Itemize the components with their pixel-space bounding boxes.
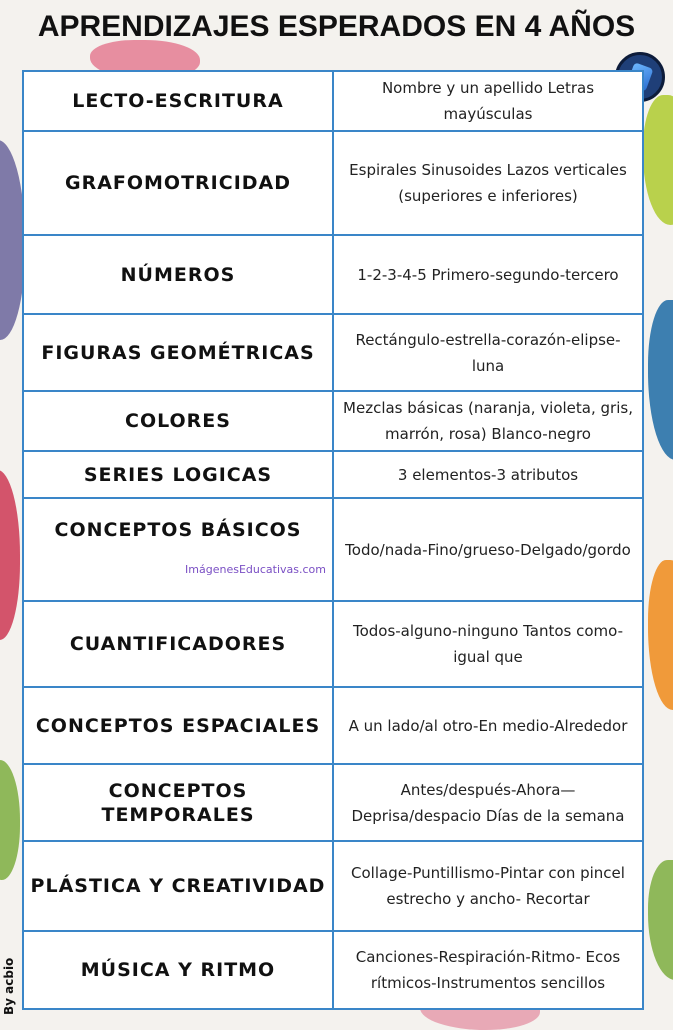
- table-row: [23, 687, 643, 764]
- page-title: APRENDIZAJES ESPERADOS EN 4 AÑOS: [37, 10, 636, 43]
- row-category: CONCEPTOS BÁSICOS: [54, 518, 302, 541]
- row-description: 3 elementos-3 atributos: [333, 451, 643, 498]
- row-category: CONCEPTOS ESPACIALES: [23, 687, 333, 764]
- row-category: FIGURAS GEOMÉTRICAS: [23, 314, 333, 391]
- table-row: [23, 931, 643, 1009]
- table-row: [23, 131, 643, 235]
- dinosaur-decoration: [0, 760, 20, 880]
- author-byline: By acbio: [2, 957, 16, 1015]
- row-description: Rectángulo-estrella-corazón-elipse-luna: [333, 314, 643, 391]
- table-row: [23, 314, 643, 391]
- table-row: [23, 71, 643, 131]
- row-category: COLORES: [23, 391, 333, 451]
- row-description: A un lado/al otro-En medio-Alrededor: [333, 687, 643, 764]
- row-category: MÚSICA Y RITMO: [23, 931, 333, 1009]
- row-description: Collage-Puntillismo-Pintar con pincel estrecho y ancho- Recortar: [333, 841, 643, 931]
- dinosaur-decoration: [643, 95, 673, 225]
- learning-table: [22, 70, 644, 1010]
- row-description: Canciones-Respiración-Ritmo- Ecos rítmicos-Instrumentos sencillos: [333, 931, 643, 1009]
- table-row: [23, 841, 643, 931]
- row-category: LECTO-ESCRITURA: [23, 71, 333, 131]
- row-category-with-watermark: [23, 498, 333, 601]
- table-row: [23, 601, 643, 687]
- row-description: Espirales Sinusoides Lazos verticales (superiores e inferiores): [333, 131, 643, 235]
- table-row: [23, 235, 643, 314]
- row-description: Antes/después-Ahora— Deprisa/despacio Días de la semana: [333, 764, 643, 841]
- row-category: CUANTIFICADORES: [23, 601, 333, 687]
- row-category: GRAFOMOTRICIDAD: [23, 131, 333, 235]
- table-row: [23, 764, 643, 841]
- row-category: CONCEPTOS TEMPORALES: [23, 764, 333, 841]
- dinosaur-decoration: [648, 860, 673, 980]
- dinosaur-decoration: [648, 300, 673, 460]
- row-description: Todos-alguno-ninguno Tantos como-igual que: [333, 601, 643, 687]
- table-row: [23, 451, 643, 498]
- row-description: Mezclas básicas (naranja, violeta, gris, marrón, rosa) Blanco-negro: [333, 391, 643, 451]
- row-category: NÚMEROS: [23, 235, 333, 314]
- row-description: Todo/nada-Fino/grueso-Delgado/gordo: [333, 498, 643, 601]
- row-description: 1-2-3-4-5 Primero-segundo-tercero: [333, 235, 643, 314]
- dinosaur-decoration: [648, 560, 673, 710]
- dinosaur-decoration: [0, 470, 20, 640]
- watermark-text: ImágenesEducativas.com: [185, 562, 326, 576]
- table-row: [23, 498, 643, 601]
- table-row: [23, 391, 643, 451]
- row-category: PLÁSTICA Y CREATIVIDAD: [23, 841, 333, 931]
- row-category: SERIES LOGICAS: [23, 451, 333, 498]
- row-description: Nombre y un apellido Letras mayúsculas: [333, 71, 643, 131]
